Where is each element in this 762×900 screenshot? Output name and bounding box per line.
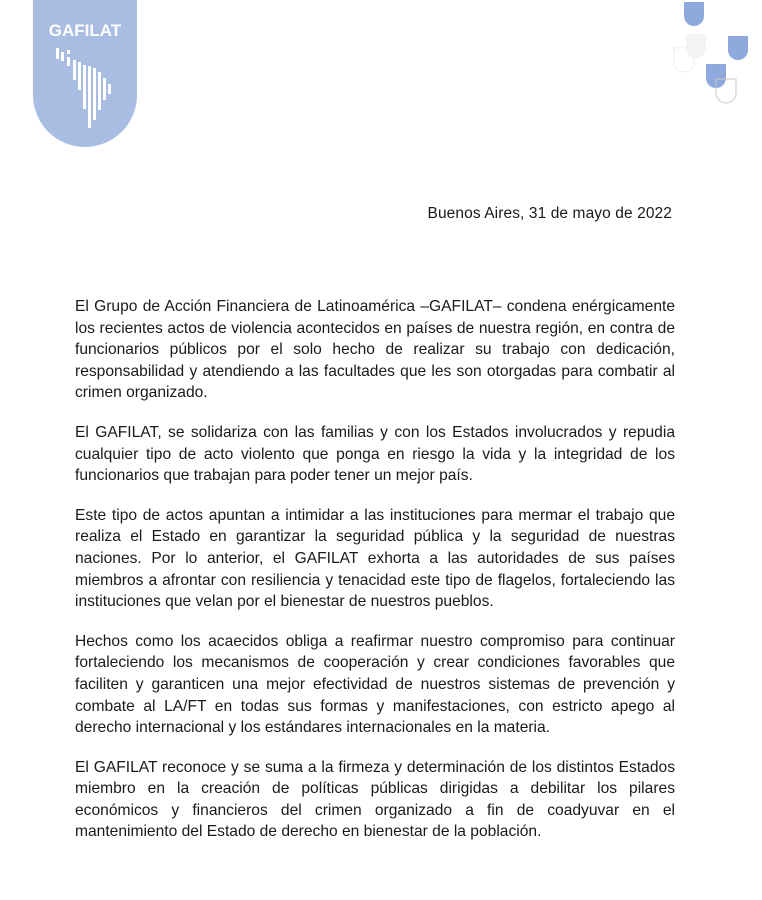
logo-text: GAFILAT [48,21,122,40]
shield-icon [33,0,137,148]
paragraph: Este tipo de actos apuntan a intimidar a las instituciones para mermar el trabajo que realiza el Estado en garantizar la seguridad pública y la seguridad de nuestras naciones. Por lo anterior, el GAFILAT exhorta a las autoridades de sus países miembros a afrontar con resiliencia y tenacidad este tipo de flagelos, fortaleciendo las instituciones que velan por el bienestar de nuestros pueblos. [75,506,675,611]
letter-body [75,296,675,861]
paragraph: El GAFILAT, se solidariza con las familias y con los Estados involucrados y repudia cualquier tipo de acto violento que ponga en riesgo la vida y la integridad de los funcionarios que trabajan para poder tener un mejor país. [75,423,675,485]
paragraph: El GAFILAT reconoce y se suma a la firmeza y determinación de los distintos Estados miembro en la creación de políticas públicas dirigidas a debilitar los pilares económicos y financieros del crimen organizado a fin de coadyuvar en el mantenimiento del Estado de derecho en bienestar de la población. [75,758,675,841]
decorative-shapes [668,0,762,110]
gafilat-logo [33,0,137,148]
paragraph: El Grupo de Acción Financiera de Latinoamérica –GAFILAT– condena enérgicamente los recientes actos de violencia acontecidos en países de nuestra región, en contra de funcionarios públicos por el solo hecho de realizar su trabajo con dedicación, responsabilidad y atendiendo a las facultades que les son otorgadas para combatir al crimen organizado. [75,298,675,402]
paragraph: Hechos como los acaecidos obliga a reafirmar nuestro compromiso para continuar fortaleciendo los mecanismos de cooperación y crear condiciones favorables que faciliten y garanticen una mejor efectividad de nuestros sistemas de prevención y combate al LA/FT en todas sus formas y manifestaciones, con estricto apego al derecho internacional y los estándares internacionales en la materia. [75,632,675,737]
shield-pattern-icon [668,0,762,110]
place-date: Buenos Aires, 31 de mayo de 2022 [427,205,672,222]
